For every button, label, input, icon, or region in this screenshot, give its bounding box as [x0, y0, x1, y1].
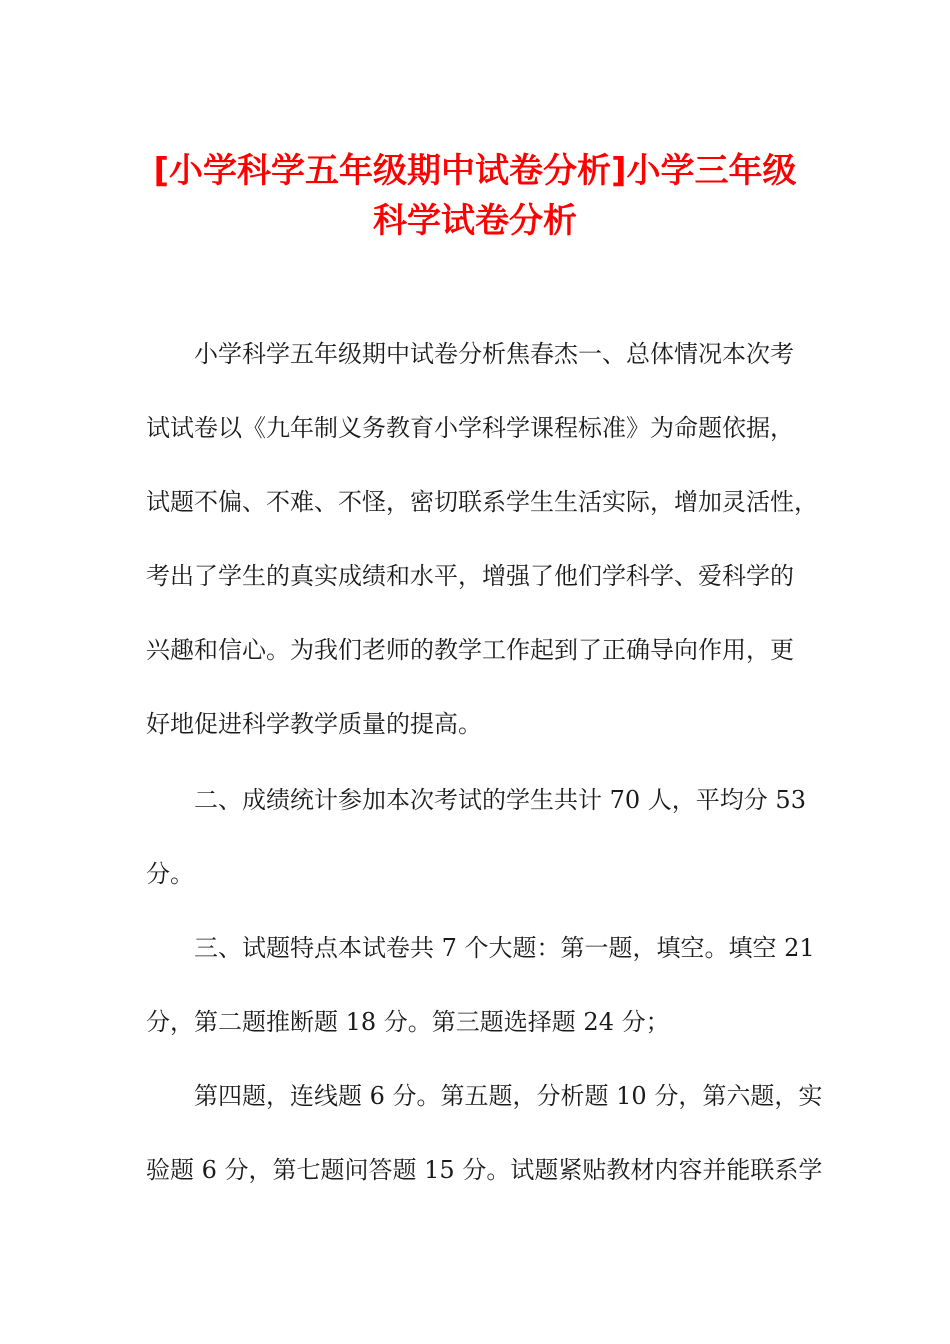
body-text-line: 兴趣和信心。为我们老师的教学工作起到了正确导向作用，更	[146, 636, 794, 664]
body-text-line: 试试卷以《九年制义务教育小学科学课程标准》为命题依据，	[146, 414, 794, 442]
body-text-line: 小学科学五年级期中试卷分析焦春杰一、总体情况本次考	[194, 340, 794, 368]
body-text-line: 第四题，连线题 6 分。第五题，分析题 10 分，第六题，实	[194, 1082, 823, 1110]
body-text-line: 验题 6 分，第七题问答题 15 分。试题紧贴教材内容并能联系学	[146, 1156, 823, 1184]
document-title-line-1: [小学科学五年级期中试卷分析]小学三年级	[153, 151, 797, 191]
body-text-line: 分。	[146, 860, 194, 888]
body-text-line: 三、试题特点本试卷共 7 个大题：第一题，填空。填空 21	[194, 934, 815, 962]
document-title-line-2: 科学试卷分析	[373, 201, 577, 241]
body-text-line: 分，第二题推断题 18 分。第三题选择题 24 分；	[146, 1008, 670, 1036]
body-text-line: 试题不偏、不难、不怪，密切联系学生生活实际，增加灵活性，	[146, 488, 818, 516]
body-text-line: 二、成绩统计参加本次考试的学生共计 70 人，平均分 53	[194, 786, 806, 814]
body-text-line: 考出了学生的真实成绩和水平，增强了他们学科学、爱科学的	[146, 562, 794, 590]
body-text-line: 好地促进科学教学质量的提高。	[146, 710, 482, 738]
